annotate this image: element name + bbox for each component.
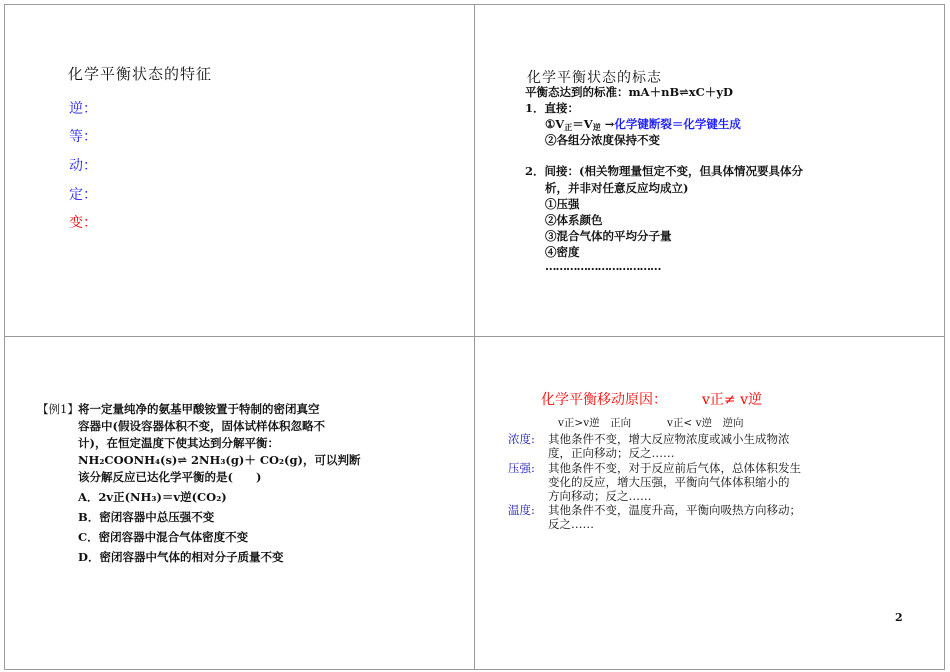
feature-bian: 变： (69, 215, 97, 231)
question-line-3: 计)，在恒定温度下使其达到分解平衡： (78, 436, 279, 450)
indirect-item-molar-mass: ③混合气体的平均分子量 (545, 229, 672, 243)
indirect-line-2: 析，并非对任意反应均成立) (545, 181, 689, 195)
equilibrium-standard: 平衡态达到的标准：mA＋nB⇌xC＋yD (525, 85, 733, 99)
option-a: A．2v正(NH₃)＝v逆(CO₂) (78, 490, 227, 504)
feature-ni: 逆： (69, 101, 97, 117)
direct-condition-2: ②各组分浓度保持不变 (545, 133, 660, 147)
temperature-line-2: 反之…… (548, 517, 594, 531)
temperature-line-1: 其他条件不变，温度升高，平衡向吸热方向移动； (548, 503, 801, 517)
indirect-item-color: ②体系颜色 (545, 213, 603, 227)
concentration-line-1: 其他条件不变，增大反应物浓度或减小生成物浓 (548, 432, 790, 446)
option-d: D．密闭容器中气体的相对分子质量不变 (78, 550, 284, 564)
pressure-line-2: 变化的反应，增大压强，平衡向气体体积缩小的 (548, 475, 790, 489)
slide4-title: 化学平衡移动原因： (541, 392, 667, 408)
indirect-item-density: ④密度 (545, 245, 580, 259)
feature-deng: 等： (69, 129, 97, 145)
reverse-shift: v正< v逆 逆向 (667, 417, 744, 429)
forward-shift: v正>v逆 正向 (558, 417, 632, 429)
feature-dong: 动： (69, 158, 97, 174)
question-line-1: 将一定量纯净的氨基甲酸铵置于特制的密闭真空 (78, 402, 320, 416)
direct-label: 1．直接： (525, 101, 580, 115)
concentration-label: 浓度: (508, 432, 535, 446)
example-label: 【例1】 (37, 402, 79, 416)
pressure-line-3: 方向移动；反之…… (548, 489, 652, 503)
vertical-divider (474, 4, 475, 670)
option-c: C．密闭容器中混合气体密度不变 (78, 530, 249, 544)
feature-ding: 定： (69, 187, 97, 203)
slide1-title: 化学平衡状态的特征 (68, 65, 213, 83)
reaction-equation: NH₂COONH₄(s)⇌ 2NH₃(g)＋ CO₂(g)，可以判断 (78, 453, 361, 467)
option-b: B．密闭容器中总压强不变 (78, 510, 215, 524)
page-number: 2 (895, 611, 903, 624)
question-line-5: 该分解反应已达化学平衡的是( ) (78, 470, 262, 484)
concentration-line-2: 度，正向移动；反之…… (548, 446, 675, 460)
horizontal-divider (4, 336, 945, 337)
direct-condition-1: $①V_正=V_逆$ →化学键断裂＝化学键生成 (545, 117, 741, 132)
pressure-label: 压强: (508, 461, 535, 475)
indirect-line-1: 2．间接：(相关物理量恒定不变，但具体情况要具体分 (525, 164, 803, 178)
ellipsis-dots: …………………………… (545, 259, 661, 273)
question-line-2: 容器中(假设容器体积不变，固体试样体积忽略不 (78, 419, 325, 433)
indirect-item-pressure: ①压强 (545, 197, 580, 211)
slide4-title-condition: v正≠ v逆 (702, 392, 762, 408)
temperature-label: 温度: (508, 503, 535, 517)
slide2-title: 化学平衡状态的标志 (527, 70, 662, 86)
pressure-line-1: 其他条件不变，对于反应前后气体，总体体积发生 (548, 461, 801, 475)
